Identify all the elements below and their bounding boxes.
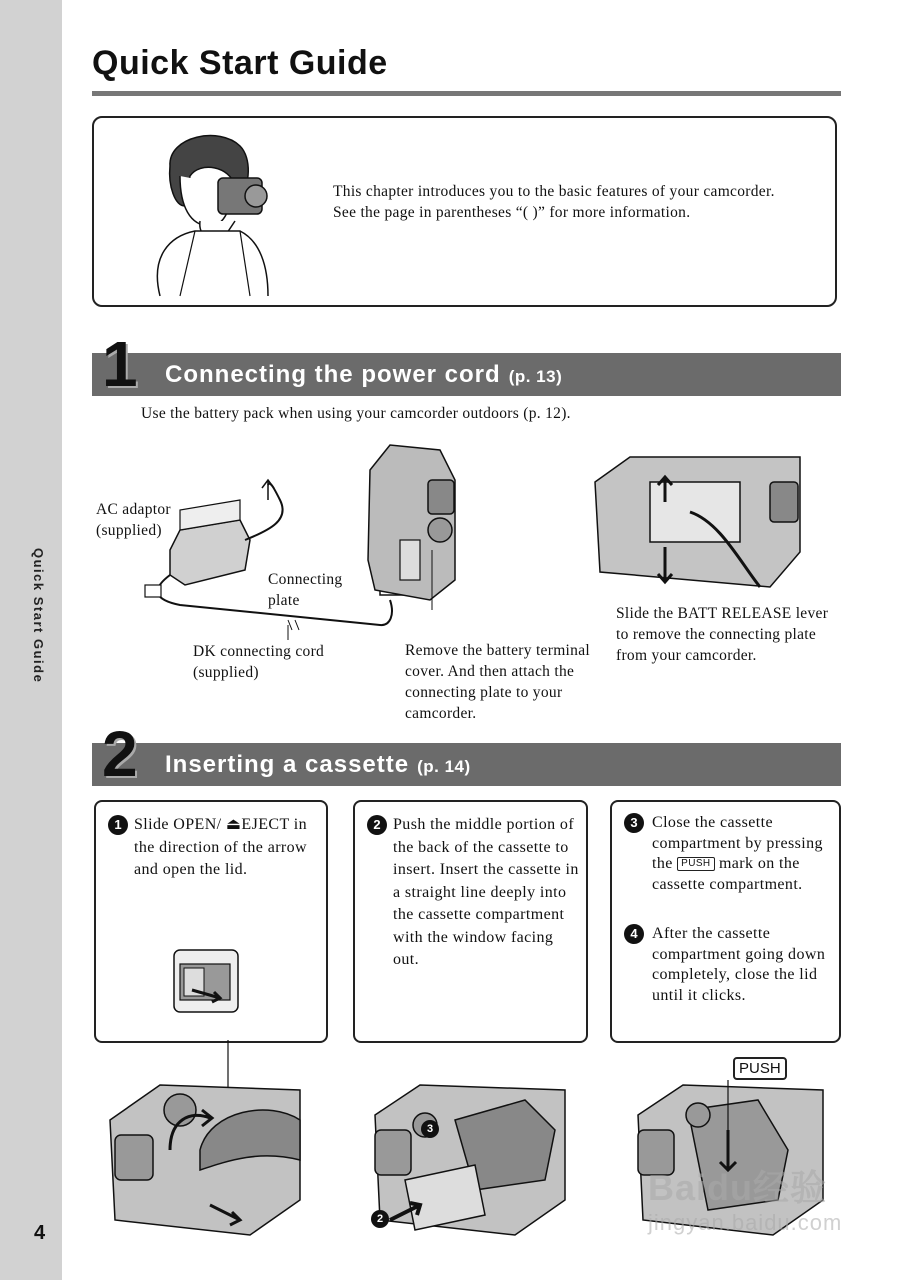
section-2-title [165,751,471,779]
push-mark-inline: PUSH [677,857,714,871]
connecting-plate-label: Connecting plate [268,571,343,609]
camcorder-insert-cassette-illustration [365,1070,575,1240]
step-3-text [652,813,834,895]
illus-marker-2: 2 [371,1210,389,1228]
step-1-text: Slide OPEN/ ⏏EJECT in the direction of the arrow and open the lid. [134,816,308,878]
woman-with-camcorder-illustration [140,126,280,298]
remove-cover-label: Remove the battery terminal cover. And then attach the connecting plate to your camcorder. [405,642,590,722]
step-3-bullet: 3 [624,813,644,833]
section-1-title [165,361,562,389]
camcorder-open-lid-illustration [100,1040,310,1240]
dk-cord-label: DK connecting cord (supplied) [193,643,325,681]
page-title: Quick Start Guide [92,44,388,82]
illus-marker-3: 3 [421,1120,439,1138]
section-1-title-text: Connecting the power cord [165,361,501,388]
section-1-number: 1 [102,328,138,400]
side-chapter-label: Quick Start Guide [31,548,46,684]
section-2-page-ref: (p. 14) [417,757,471,776]
push-callout-label: PUSH [733,1057,787,1080]
section-2-number: 2 [102,718,138,790]
step-1-bullet: 1 [108,815,128,835]
camcorder-side-illustration [360,440,470,610]
step-2-text: Push the middle portion of the back of the cassette to insert. Insert the cassette in a straight line deeply into the cassette compartment with the window facing out. [393,816,579,968]
section-1-page-ref: (p. 13) [508,367,563,386]
step-3-text-after: mark on the cassette compartment. [652,855,803,893]
title-rule [92,91,841,96]
open-eject-switch-illustration [172,948,240,1014]
step-4-text: After the cassette compartment going down completely, close the lid until it clicks. [652,925,826,1004]
step-3-text-before: Close the cassette compartment by pressing the [652,814,823,872]
ac-adaptor-label: AC adaptor (supplied) [96,501,171,539]
step-2-bullet: 2 [367,815,387,835]
watermark-url-text: jingyan.baidu.com [648,1210,843,1235]
watermark-logo-text: Baidu经验 [648,1167,828,1208]
page-number: 4 [34,1222,46,1244]
batt-release-label: Slide the BATT RELEASE lever to remove the connecting plate from your camcorder. [616,605,829,664]
step-4-bullet: 4 [624,924,644,944]
batt-release-illustration [590,452,810,592]
section-1-subtitle: Use the battery pack when using your camcorder outdoors (p. 12). [141,405,571,422]
intro-text: This chapter introduces you to the basic features of your camcorder. See the page in parentheses “( )” for more information. [333,183,775,221]
section-2-title-text: Inserting a cassette [165,751,410,778]
